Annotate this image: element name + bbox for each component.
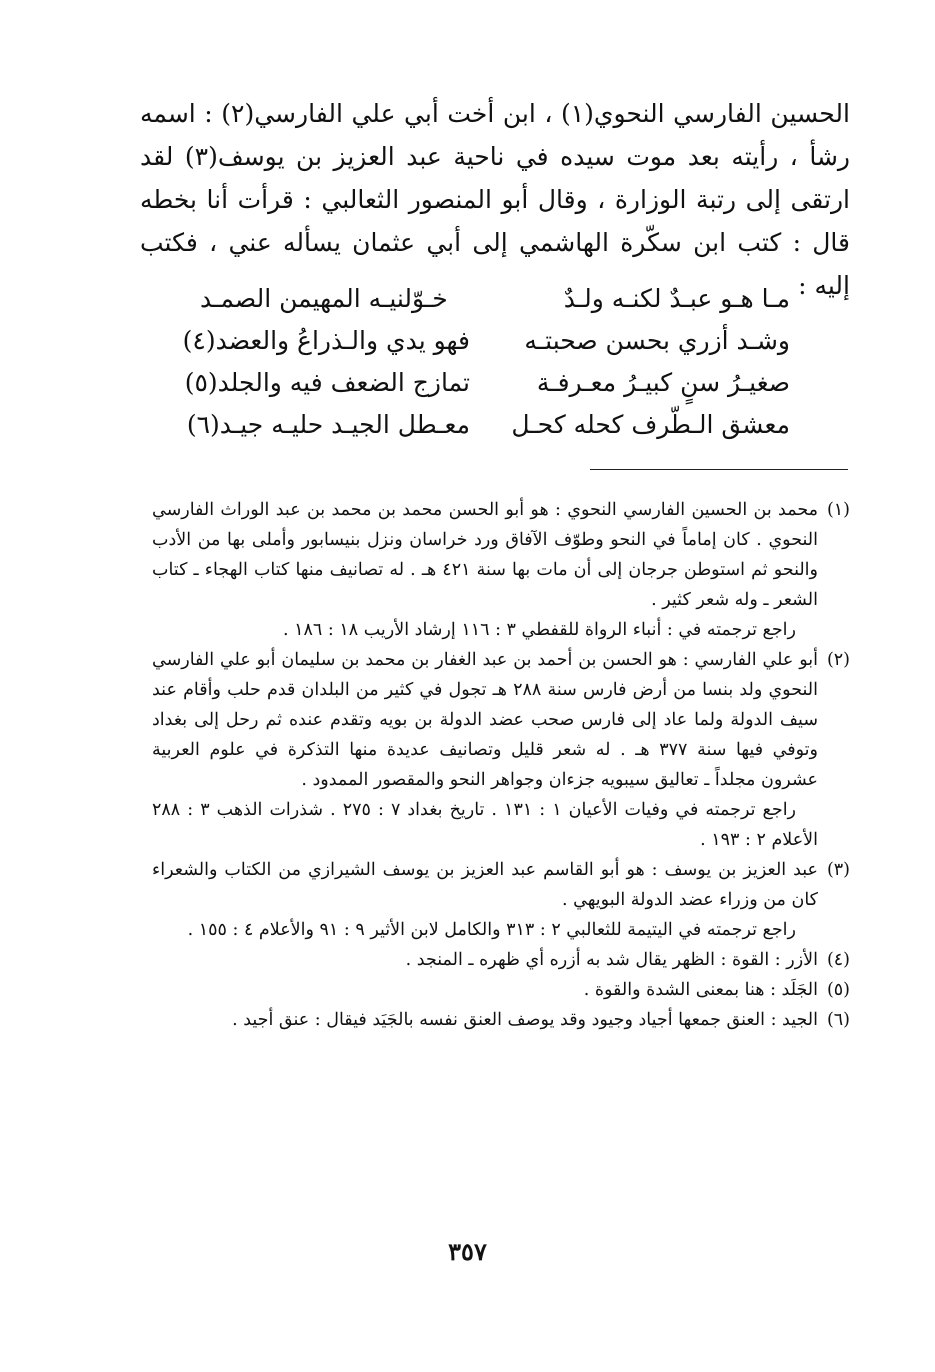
main-paragraph: الحسين الفارسي النحوي(١) ، ابن أخت أبي علي الفارسي(٢) : اسمه رشأ ، رأيته بعد موت سيده في ناحية عبد العزيز بن يوسف(٣) لقد ارتقى إلى رتبة الوزارة ، وقال أبو المنصور الثعالبي : قرأت أنا بخطه قال : كتب ابن سكّرة الهاشمي إلى أبي عثمان يسأله عني ، فكتب إليه : [140,99,850,300]
verse-second-hemistich: تمازج الضعف فيه والجلد(٥) [184,368,470,397]
footnote-text: الجَلَد : هنا بمعنى الشدة والقوة . [583,980,818,1000]
verse-first-hemistich: صغيـرُ سنٍ كبيـرُ معـرفـة [536,368,790,397]
footnote-6 [152,1005,850,1035]
footnote-reference: راجع ترجمته في : أنباء الرواة للقفطي ٣ : ١١٦ إرشاد الأريب ١٨ : ١٨٦ . [282,620,796,640]
poem [182,278,800,446]
footnote-separator [590,469,848,470]
footnote-3 [152,855,850,915]
poem-verse [190,278,800,320]
verse-first-hemistich: معشق الـطّرف كحله كحـل [511,410,790,439]
verse-second-hemistich: خـوّلنيـه المهيمن الصمـد [200,284,448,313]
poem-verse [184,362,800,404]
footnote-number: (٣) [826,860,850,880]
main-text [140,92,850,307]
footnote-number: (١) [826,500,850,520]
footnote-text: عبد العزيز بن يوسف : هو أبو القاسم عبد العزيز بن يوسف الشيرازي من الكتاب والشعراء كان من وزراء عضد الدولة البويهي . [152,860,818,910]
footnote-reference: راجع ترجمته في وفيات الأعيان ١ : ١٣١ . تاريخ بغداد ٧ : ٢٧٥ . شذرات الذهب ٣ : ٢٨٨ الأعلام ٢ : ١٩٣ . [152,800,818,850]
footnote-number: (٤) [826,950,850,970]
footnote-number: (٦) [826,1010,850,1030]
footnote-4 [152,945,850,975]
footnote-5 [152,975,850,1005]
footnote-2 [152,645,850,795]
footnotes [152,495,850,1035]
footnote-text: أبو علي الفارسي : هو الحسن بن أحمد بن عبد الغفار بن محمد بن سليمان أبو علي الفارسي النحوي ولد بنسا من أرض فارس سنة ٢٨٨ هـ تجول في كثير من البلدان قدم حلب وأقام عند سيف الدولة ولما عاد إلى فارس صحب عضد الدولة بن بويه وتقدم عنده ثم رحل إلى بغداد وتوفي فيها سنة ٣٧٧ هـ . له شعر قليل وتصانيف عديدة منها التذكرة في علوم العربية عشرون مجلداً ـ تعاليق سيبويه جزءان وجواهر النحو والمقصور الممدود . [152,650,819,790]
verse-first-hemistich: وشـد أزري بحسن صحبتـه [524,326,790,355]
footnote-reference: راجع ترجمته في اليتيمة للثعالبي ٢ : ٣١٣ والكامل لابن الأثير ٩ : ٩١ والأعلام ٤ : ١٥٥ . [187,920,796,940]
footnote-text: الجيد : العنق جمعها أجياد وجيود وقد يوصف العنق نفسه بالجَيَد فيقال : عنق أجيد . [232,1010,818,1030]
verse-first-hemistich: مـا هـو عبـدٌ لكنـه ولـدٌ [563,284,790,313]
footnote-1 [152,495,850,615]
footnote-number: (٥) [826,980,850,1000]
footnote-number: (٢) [826,650,850,670]
poem-verse [186,404,800,446]
page-number: ٣٥٧ [448,1237,487,1266]
verse-second-hemistich: فهو يدي والـذراعُ والعضد(٤) [182,326,470,355]
verse-second-hemistich: معـطل الجيـد حليـه جيـد(٦) [186,410,470,439]
footnote-text: الأزر : القوة : الظهر يقال شد به أزره أي ظهره ـ المنجد . [405,950,818,970]
poem-verse [182,320,800,362]
footnote-text: محمد بن الحسين الفارسي النحوي : هو أبو الحسن محمد بن محمد بن عبد الوراث الفارسي النحوي . كان إماماً في النحو وطوّف الآفاق ورد خراسان ونزل بنيسابور وأملى بها من الأدب والنحو ثم استوطن جرجان إلى أن مات بها سنة ٤٢١ هـ . له تصانيف منها كتاب الهجاء ـ كتاب الشعر ـ وله شعر كثير . [152,500,818,610]
